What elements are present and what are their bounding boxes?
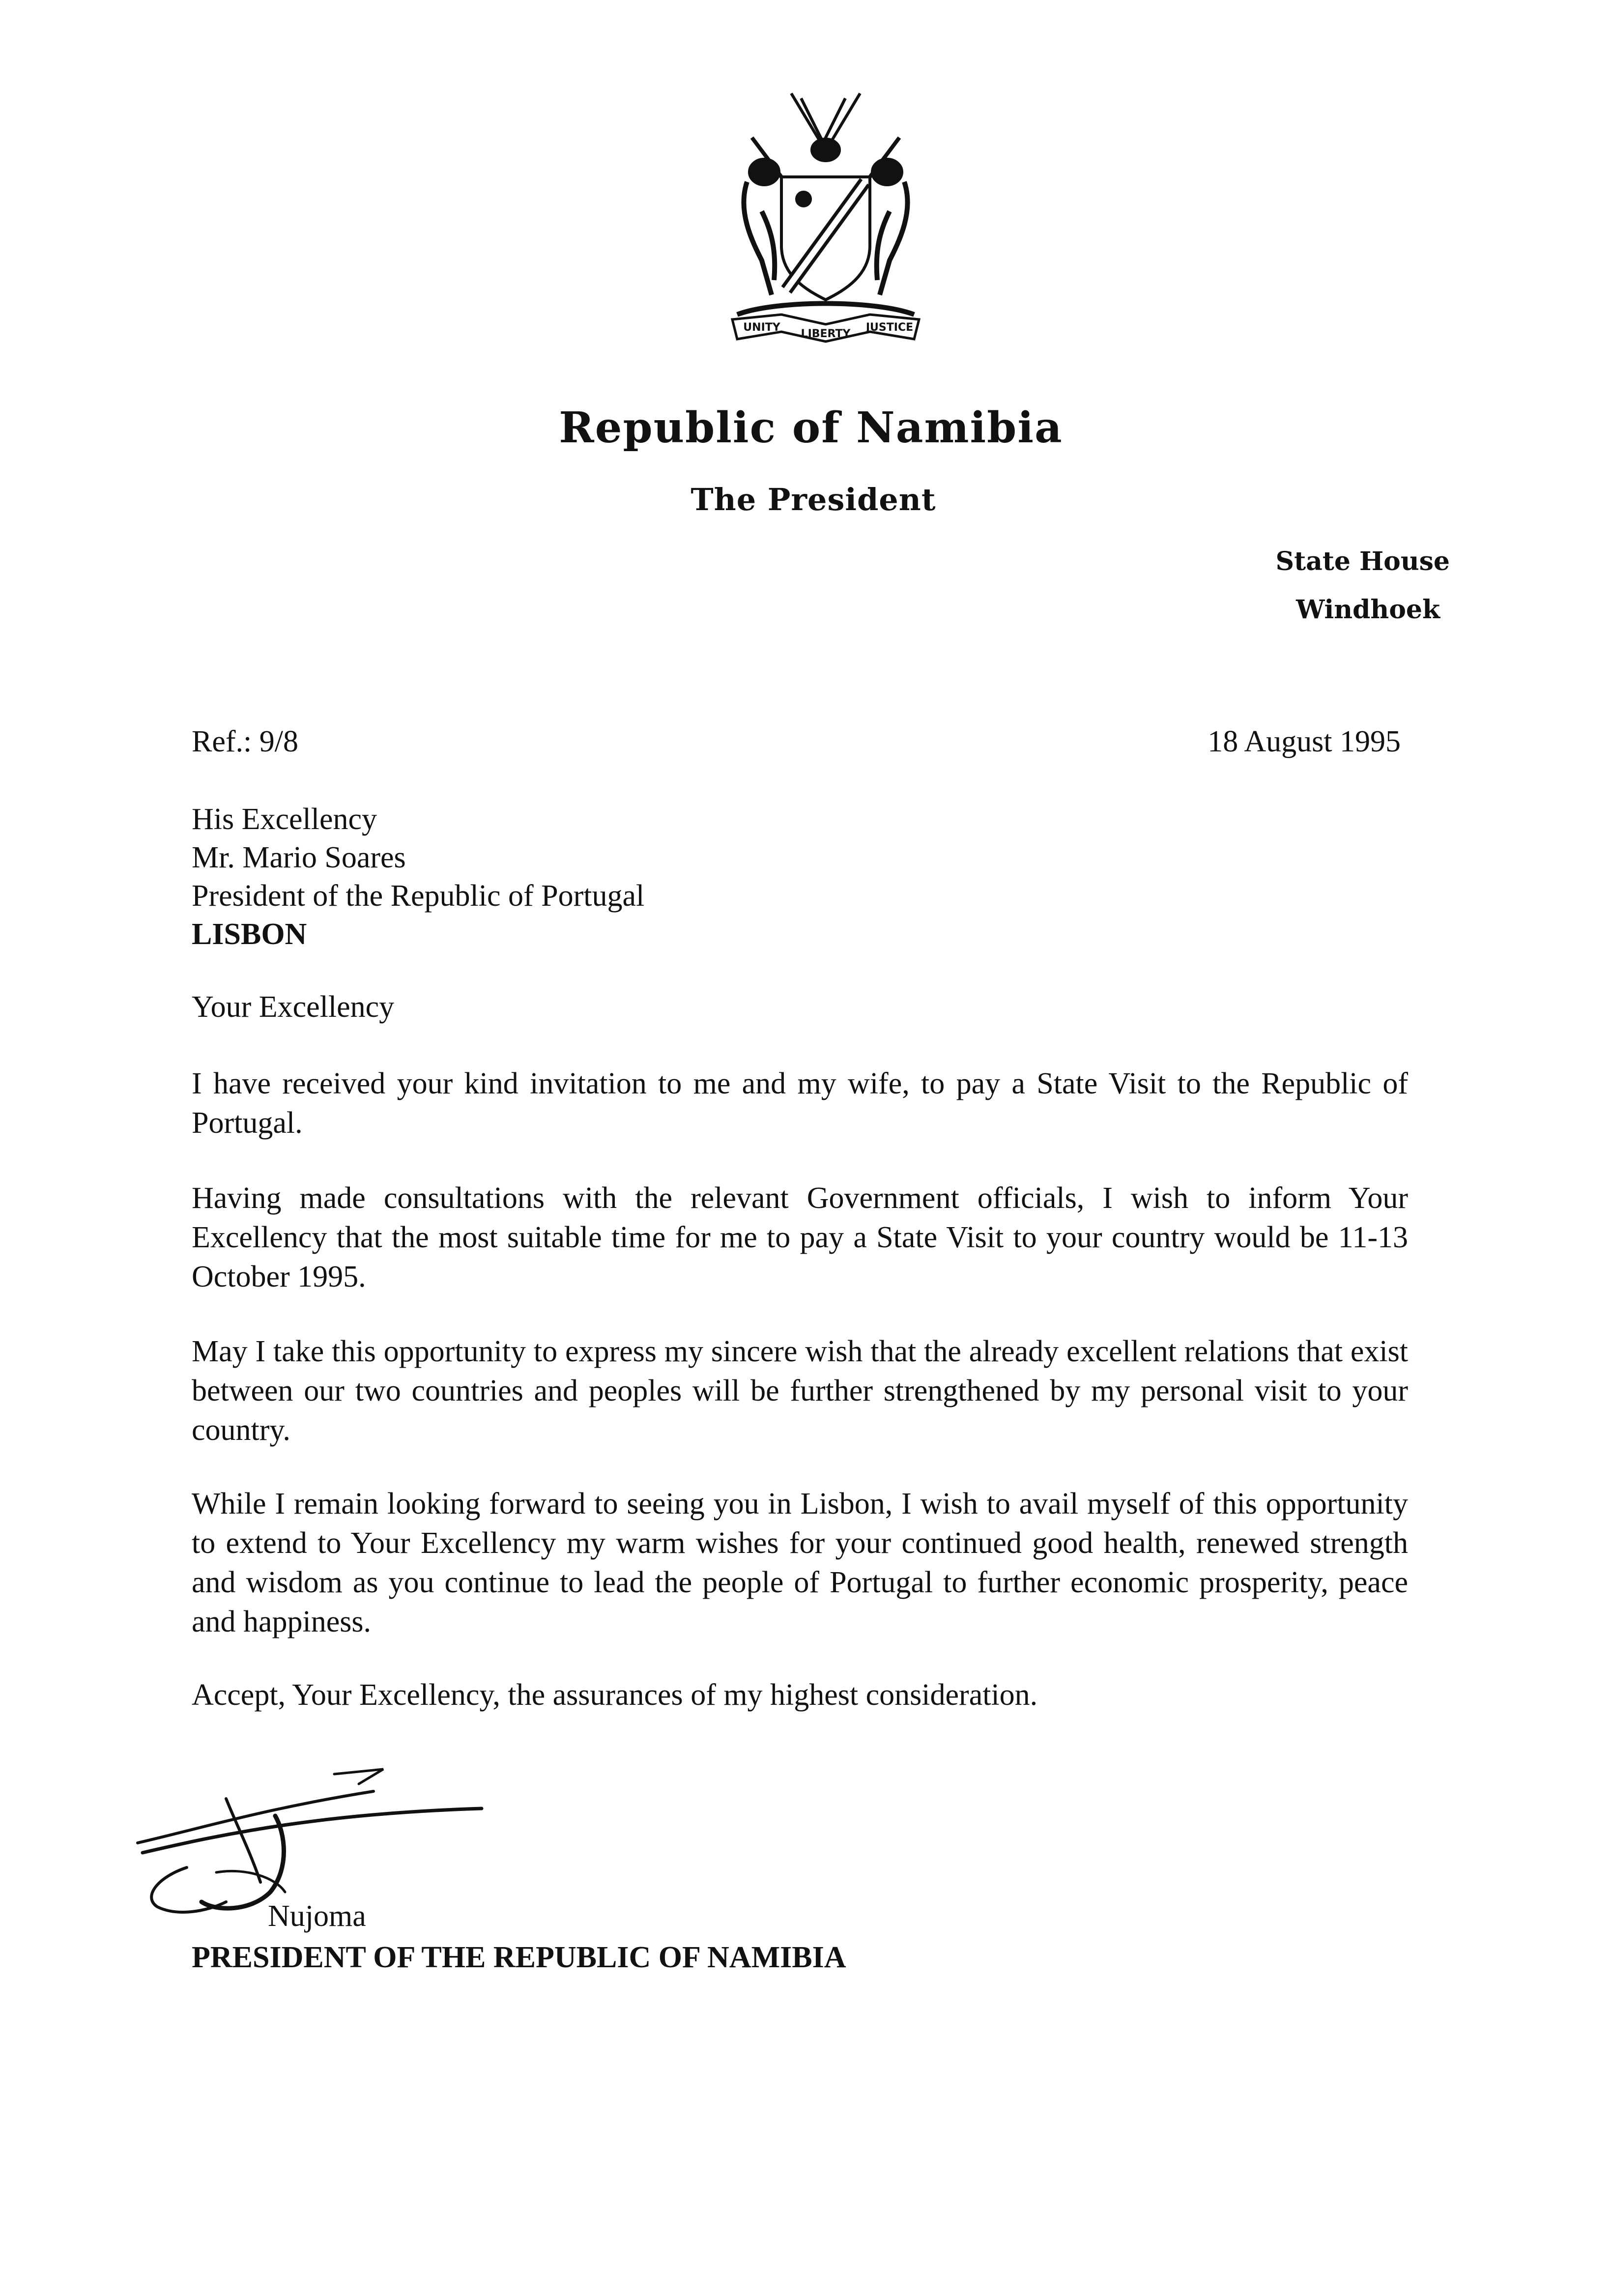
body-paragraph: Having made consultations with the relevant Government officials, I wish to inform Your Excellency that the most suitable time for me to pay a State Visit to your country would be 11-13 October 1995. (192, 1181, 1408, 1293)
coat-of-arms-icon (718, 84, 934, 359)
recipient-city: LISBON (192, 918, 307, 951)
office-heading: The President (691, 482, 936, 517)
signatory-title: PRESIDENT OF THE REPUBLIC OF NAMIBIA (192, 1941, 846, 1974)
signatory-surname: Nujoma (268, 1899, 366, 1933)
address-line-1: State House (1275, 546, 1450, 576)
recipient-line-1: His Excellency (192, 803, 377, 836)
letter-date: 18 August 1995 (1208, 725, 1401, 758)
body-paragraph: While I remain looking forward to seeing you in Lisbon, I wish to avail myself of this opportunity to extend to Your Excellency my warm wishes for your continued good health, renewed strength and wisdom as you continue to lead the people of Portugal to further economic prosperity, peace and happiness. (192, 1487, 1408, 1638)
body-paragraph: I have received your kind invitation to me and my wife, to pay a State Visit to the Republic of Portugal. (192, 1067, 1408, 1140)
crest-motto-unity: UNITY (743, 321, 780, 334)
salutation: Your Excellency (192, 990, 395, 1024)
recipient-line-3: President of the Republic of Portugal (192, 879, 645, 913)
body-paragraph: May I take this opportunity to express my sincere wish that the already excellent relations that exist between our two countries and peoples will be further strengthened by my personal visit to your country. (192, 1335, 1408, 1447)
closing-line: Accept, Your Excellency, the assurances of my highest consideration. (192, 1678, 1038, 1712)
reference-number: Ref.: 9/8 (192, 725, 298, 758)
address-line-2: Windhoek (1295, 595, 1440, 625)
country-heading: Republic of Namibia (559, 403, 1063, 453)
crest-motto-liberty: LIBERTY (801, 328, 851, 340)
recipient-line-2: Mr. Mario Soares (192, 841, 406, 874)
crest-motto-justice: JUSTICE (865, 321, 914, 334)
